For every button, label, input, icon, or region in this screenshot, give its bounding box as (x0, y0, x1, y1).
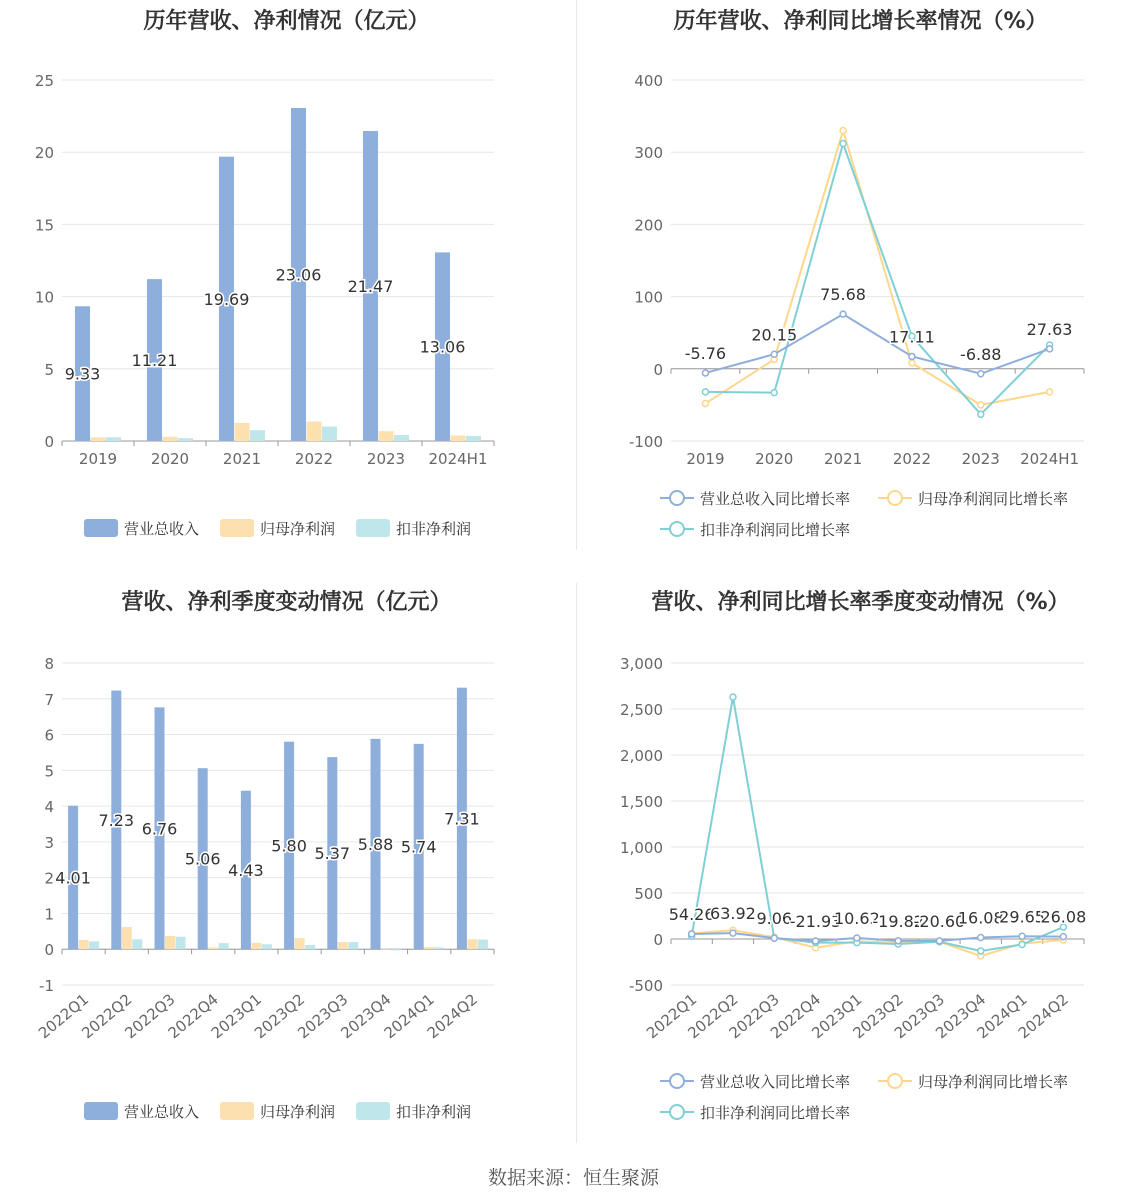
revenue-data-label: 9.33 (64, 364, 101, 384)
revenue-growth-point[interactable] (1047, 346, 1053, 352)
legend-label[interactable]: 营业总收入同比增长率 (700, 490, 851, 508)
revenue-growth-data-label: 16.08 (957, 908, 1004, 928)
net-profit-bar[interactable] (307, 422, 322, 441)
x-tick-label: 2019 (78, 450, 118, 468)
x-tick-label: 2021 (823, 450, 863, 468)
y-tick-label: 1 (44, 905, 54, 924)
quarterly-values-chart (0, 583, 573, 1143)
chart-title: 营收、净利同比增长率季度变动情况（%） (651, 590, 1070, 615)
x-tick-label: 2023 (961, 450, 1000, 468)
revenue-growth-point[interactable] (689, 931, 695, 937)
x-tick-label: 2023Q4 (932, 990, 990, 1043)
revenue-growth-data-label: -5.76 (684, 343, 727, 363)
legend-marker[interactable] (670, 1074, 684, 1088)
annual-values-chart (0, 0, 573, 580)
x-tick-label: 2023Q4 (337, 990, 395, 1043)
deducted-profit-bar[interactable] (176, 937, 186, 950)
quarterly-growth-chart (574, 583, 1147, 1143)
y-tick-label: 6 (44, 726, 54, 745)
revenue-growth-data-label: 29.65 (999, 907, 1045, 927)
net-profit-growth-point[interactable] (840, 128, 846, 134)
net-profit-bar[interactable] (235, 423, 250, 441)
net-profit-bar[interactable] (451, 436, 466, 441)
y-tick-label: 400 (634, 72, 663, 90)
revenue-growth-point[interactable] (730, 930, 736, 936)
revenue-growth-point[interactable] (702, 370, 708, 376)
x-tick-label: 2024Q1 (973, 990, 1031, 1043)
legend-label[interactable]: 营业总收入 (124, 520, 200, 538)
x-tick-label: 2024Q2 (423, 990, 481, 1043)
revenue-growth-point[interactable] (840, 311, 846, 317)
revenue-growth-point[interactable] (909, 353, 915, 359)
legend-label[interactable]: 归母净利润同比增长率 (918, 1073, 1069, 1091)
revenue-data-label: 5.88 (357, 835, 394, 855)
deducted-profit-bar[interactable] (348, 942, 358, 949)
deducted-profit-bar[interactable] (262, 944, 272, 949)
revenue-growth-data-label: -19.82 (872, 911, 924, 931)
deducted-profit-bar[interactable] (89, 941, 99, 949)
y-tick-label: 4 (44, 798, 54, 817)
annual-values-panel (0, 0, 573, 580)
y-tick-label: 20 (34, 144, 54, 163)
revenue-data-label: 23.06 (275, 265, 322, 285)
x-tick-label: 2019 (686, 450, 725, 468)
y-tick-label: 300 (634, 144, 663, 163)
y-tick-label: 1,000 (620, 839, 663, 857)
legend-marker[interactable] (670, 1105, 684, 1119)
revenue-growth-data-label: -20.60 (913, 911, 966, 931)
legend-swatch[interactable] (84, 519, 118, 537)
deducted-growth-point[interactable] (840, 141, 846, 147)
revenue-data-label: 6.76 (141, 819, 178, 839)
revenue-growth-point[interactable] (771, 351, 777, 357)
revenue-data-label: 4.43 (228, 860, 264, 880)
legend-swatch[interactable] (220, 1102, 254, 1120)
net-profit-bar[interactable] (338, 942, 348, 949)
x-tick-label: 2024Q2 (1014, 990, 1072, 1043)
revenue-growth-data-label: 10.62 (833, 909, 880, 929)
net-profit-bar[interactable] (381, 949, 391, 950)
legend-label[interactable]: 归母净利润同比增长率 (918, 490, 1069, 508)
y-tick-label: 10 (34, 288, 54, 307)
data-source-note: 数据来源：恒生聚源 (487, 1167, 659, 1189)
y-tick-label: 0 (653, 360, 663, 379)
revenue-data-label: 11.21 (131, 351, 178, 371)
revenue-data-label: 7.23 (98, 810, 135, 830)
revenue-growth-data-label: 17.11 (889, 327, 935, 347)
x-tick-label: 2024H1 (428, 450, 488, 468)
x-tick-label: 2020 (755, 450, 794, 468)
deducted-profit-bar[interactable] (322, 427, 337, 441)
legend-swatch[interactable] (84, 1102, 118, 1120)
legend-label[interactable]: 扣非净利润同比增长率 (700, 521, 851, 539)
x-tick-label: 2023Q1 (207, 990, 265, 1043)
y-tick-label: 500 (634, 885, 663, 903)
legend-label[interactable]: 扣非净利润 (396, 1103, 472, 1121)
x-tick-label: 2022Q4 (766, 990, 825, 1043)
deducted-profit-bar[interactable] (392, 949, 402, 950)
x-tick-label: 2023Q2 (250, 990, 309, 1043)
x-tick-label: 2022 (892, 450, 932, 468)
net-profit-bar[interactable] (295, 938, 305, 949)
net-profit-growth-point[interactable] (909, 360, 915, 366)
x-tick-label: 2022Q1 (34, 990, 93, 1043)
deducted-growth-point[interactable] (730, 694, 736, 700)
net-profit-bar[interactable] (165, 936, 175, 949)
annual-growth-panel (574, 0, 1147, 580)
revenue-data-label: 5.80 (271, 836, 307, 856)
y-tick-label: 3 (44, 833, 54, 852)
x-tick-label: 2021 (222, 450, 262, 468)
x-tick-label: 2023Q2 (849, 990, 907, 1043)
deducted-growth-point[interactable] (978, 411, 984, 417)
revenue-growth-point[interactable] (1060, 934, 1066, 940)
revenue-growth-line (692, 933, 1064, 941)
legend-label[interactable]: 归母净利润 (260, 1103, 336, 1121)
quarterly-growth-panel (574, 583, 1147, 1143)
revenue-data-label: 13.06 (419, 337, 466, 357)
y-tick-label: 200 (634, 216, 663, 235)
y-tick-label: 0 (44, 941, 54, 960)
revenue-growth-data-label: 27.63 (1026, 319, 1073, 339)
chart-title: 历年营收、净利情况（亿元） (143, 9, 430, 34)
revenue-data-label: 7.31 (444, 809, 480, 829)
revenue-growth-data-label: 63.92 (710, 904, 756, 924)
y-tick-label: -1 (39, 977, 54, 995)
net-profit-growth-point[interactable] (702, 400, 708, 406)
revenue-growth-data-label: 54.26 (668, 905, 715, 925)
revenue-data-label: 19.69 (203, 289, 250, 309)
x-tick-label: 2022 (294, 450, 334, 468)
deducted-profit-bar[interactable] (478, 940, 488, 950)
revenue-growth-point[interactable] (1019, 933, 1025, 939)
deducted-profit-bar[interactable] (250, 430, 265, 441)
y-tick-label: 0 (44, 433, 54, 451)
y-tick-label: 15 (34, 216, 54, 235)
legend-label[interactable]: 扣非净利润 (396, 520, 472, 538)
y-tick-label: 2 (44, 869, 54, 888)
revenue-growth-point[interactable] (854, 935, 860, 941)
net-profit-bar[interactable] (424, 947, 434, 949)
x-tick-label: 2022Q1 (643, 990, 701, 1043)
y-tick-label: 5 (44, 762, 54, 781)
x-tick-label: 2022Q3 (121, 990, 179, 1043)
deducted-growth-point[interactable] (771, 390, 777, 396)
net-profit-bar[interactable] (163, 437, 178, 441)
revenue-growth-point[interactable] (978, 371, 984, 377)
legend-swatch[interactable] (220, 519, 254, 537)
deducted-profit-bar[interactable] (132, 939, 142, 949)
y-tick-label: 2,000 (620, 747, 663, 765)
y-tick-label: 0 (653, 931, 663, 949)
net-profit-bar[interactable] (379, 431, 394, 441)
deducted-growth-point[interactable] (702, 389, 708, 395)
revenue-growth-data-label: -6.88 (960, 344, 1002, 364)
y-tick-label: 3,000 (620, 655, 663, 673)
x-tick-label: 2020 (150, 450, 190, 468)
revenue-growth-data-label: 9.06 (756, 909, 793, 929)
revenue-data-label: 4.01 (55, 868, 91, 888)
legend-swatch[interactable] (356, 1102, 390, 1120)
x-tick-label: 2022Q4 (164, 990, 222, 1043)
legend-label[interactable]: 归母净利润 (260, 520, 336, 538)
deducted-profit-bar[interactable] (178, 438, 193, 441)
net-profit-bar[interactable] (208, 947, 218, 949)
revenue-growth-point[interactable] (771, 935, 777, 941)
revenue-data-label: 5.06 (184, 849, 221, 869)
deducted-profit-bar[interactable] (106, 437, 121, 441)
net-profit-bar[interactable] (79, 940, 89, 949)
y-tick-label: 2,500 (620, 701, 663, 719)
deducted-profit-bar[interactable] (219, 943, 229, 949)
revenue-growth-data-label: 26.08 (1040, 907, 1087, 927)
revenue-growth-data-label: 75.68 (820, 285, 866, 305)
y-tick-label: -500 (628, 977, 663, 995)
net-profit-bar[interactable] (122, 927, 132, 949)
revenue-growth-data-label: -21.93 (789, 912, 842, 932)
x-tick-label: 2023Q3 (294, 990, 352, 1043)
x-tick-label: 2023Q3 (890, 990, 949, 1043)
x-tick-label: 2024H1 (1020, 450, 1080, 468)
revenue-data-label: 5.74 (400, 837, 437, 857)
legend-marker[interactable] (888, 1074, 902, 1088)
revenue-growth-point[interactable] (813, 938, 819, 944)
deducted-profit-bar[interactable] (394, 435, 409, 441)
legend-label[interactable]: 营业总收入同比增长率 (700, 1073, 851, 1091)
net-profit-growth-point[interactable] (1047, 389, 1053, 395)
revenue-data-label: 21.47 (347, 276, 394, 296)
x-tick-label: 2022Q3 (725, 990, 783, 1043)
y-tick-label: 8 (44, 655, 54, 673)
deducted-growth-point[interactable] (1019, 942, 1025, 948)
deducted-growth-point[interactable] (978, 948, 984, 954)
legend-marker[interactable] (670, 522, 684, 536)
y-tick-label: -100 (628, 433, 663, 451)
y-tick-label: 25 (34, 72, 54, 90)
y-tick-label: 7 (44, 690, 54, 709)
legend-label[interactable]: 扣非净利润同比增长率 (700, 1104, 851, 1122)
x-tick-label: 2022Q2 (684, 990, 742, 1043)
revenue-growth-data-label: 20.15 (751, 325, 798, 345)
y-tick-label: 100 (634, 288, 663, 307)
revenue-growth-point[interactable] (978, 935, 984, 941)
x-tick-label: 2024Q1 (380, 990, 438, 1043)
y-tick-label: 1,500 (620, 793, 663, 811)
chart-title: 营收、净利季度变动情况（亿元） (121, 590, 452, 615)
net-profit-bar[interactable] (467, 939, 477, 949)
legend-marker[interactable] (670, 491, 684, 505)
revenue-growth-point[interactable] (895, 938, 901, 944)
annual-growth-chart (574, 0, 1147, 580)
legend-swatch[interactable] (356, 519, 390, 537)
revenue-data-label: 5.37 (314, 844, 351, 864)
legend-label[interactable]: 营业总收入 (124, 1103, 200, 1121)
net-profit-bar[interactable] (251, 943, 261, 949)
net-profit-bar[interactable] (91, 437, 106, 441)
deducted-profit-bar[interactable] (435, 947, 445, 949)
net-profit-growth-point[interactable] (978, 402, 984, 408)
chart-title: 历年营收、净利同比增长率情况（%） (673, 9, 1048, 34)
legend-marker[interactable] (888, 491, 902, 505)
y-tick-label: 5 (44, 360, 54, 379)
deducted-profit-bar[interactable] (466, 436, 481, 441)
quarterly-values-panel (0, 583, 573, 1143)
revenue-growth-point[interactable] (936, 938, 942, 944)
x-tick-label: 2023Q1 (808, 990, 866, 1043)
x-tick-label: 2023 (366, 450, 406, 468)
x-tick-label: 2022Q2 (78, 990, 136, 1043)
deducted-profit-bar[interactable] (305, 945, 315, 949)
